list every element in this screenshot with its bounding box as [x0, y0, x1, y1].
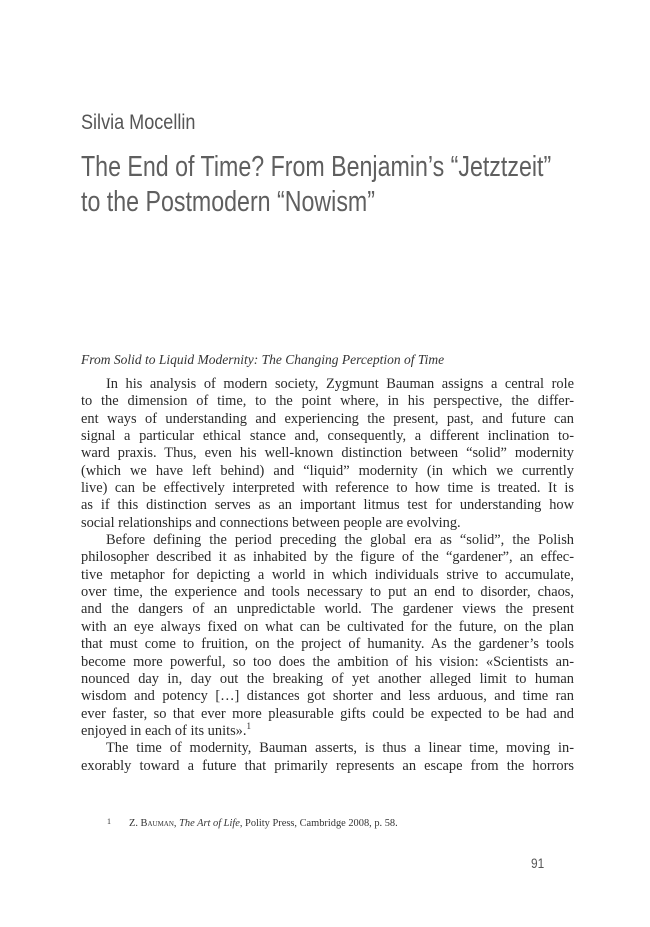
body-text — [81, 376, 574, 775]
text-line: Before defining the period preceding the global era as “solid”, the Polish — [106, 532, 574, 549]
text-line-content: enjoyed in each of its units». — [81, 722, 247, 739]
text-line: and the dangers of an unpredictable world. The gardener views the present — [81, 601, 574, 618]
text-line: The time of modernity, Bauman asserts, is thus a linear time, moving in- — [106, 740, 574, 757]
text-line-with-footnote — [81, 723, 574, 740]
article-title — [81, 150, 551, 220]
text-line: tive metaphor for depicting a world in which individuals strive to accumulate, — [81, 566, 574, 583]
footnote — [107, 818, 398, 829]
text-line: wisdom and potency […] distances got shorter and less arduous, and time ran — [81, 688, 574, 705]
text-line: signal a particular ethical stance and, consequently, a different inclination to- — [81, 428, 574, 445]
section-heading: From Solid to Liquid Modernity: The Changing Perception of Time — [81, 352, 445, 367]
text-line: to the dimension of time, to the point where, in his perspective, the differ- — [81, 393, 574, 410]
text-line: (which we have left behind) and “liquid” modernity (in which we currently — [81, 462, 574, 479]
text-line: ward praxis. Thus, even his well-known distinction between “solid” modernity — [81, 445, 574, 462]
text-line: as if this distinction serves as an important litmus test for understanding how — [81, 497, 574, 514]
text-line: philosopher described it as inhabited by the figure of the “gardener”, an effec- — [81, 549, 574, 566]
footnote-reference[interactable]: 1 — [246, 721, 251, 732]
author-name: Silvia Mocellin — [81, 111, 196, 134]
text-line: live) can be effectively interpreted with reference to how time is treated. It is — [81, 480, 574, 497]
footnote-number: 1 — [107, 817, 111, 826]
page-number: 91 — [531, 855, 545, 871]
text-line: ever faster, so that ever more pleasurable gifts could be expected to be had and — [81, 705, 574, 722]
title-line-1: The End of Time? From Benjamin’s “Jetztzeit” — [81, 151, 552, 183]
text-line: exorably toward a future that primarily represents an escape from the horrors — [81, 757, 574, 774]
text-line: become more powerful, so too does the ambition of his vision: «Scientists an- — [81, 653, 574, 670]
text-line: over time, the experience and tools necessary to put an end to disorder, chaos, — [81, 584, 574, 601]
text-line: that must come to fruition, on the project of humanity. As the gardener’s tools — [81, 636, 574, 653]
footnote-work-title: The Art of Life — [179, 818, 240, 829]
title-line-2: to the Postmodern “Nowism” — [81, 186, 375, 218]
text-line: nounced day in, day out the breaking of yet another alleged limit to human — [81, 670, 574, 687]
text-line: with an eye always fixed on what can be cultivated for the future, on the plan — [81, 618, 574, 635]
text-line: In his analysis of modern society, Zygmunt Bauman assigns a central role — [106, 376, 574, 392]
text-line: ent ways of understanding and experiencing the present, past, and future can — [81, 410, 574, 427]
footnote-author: Z. Bauman, — [129, 818, 177, 829]
text-line: social relationships and connections between people are evolving. — [81, 514, 461, 531]
footnote-details: , Polity Press, Cambridge 2008, p. 58. — [239, 818, 398, 829]
